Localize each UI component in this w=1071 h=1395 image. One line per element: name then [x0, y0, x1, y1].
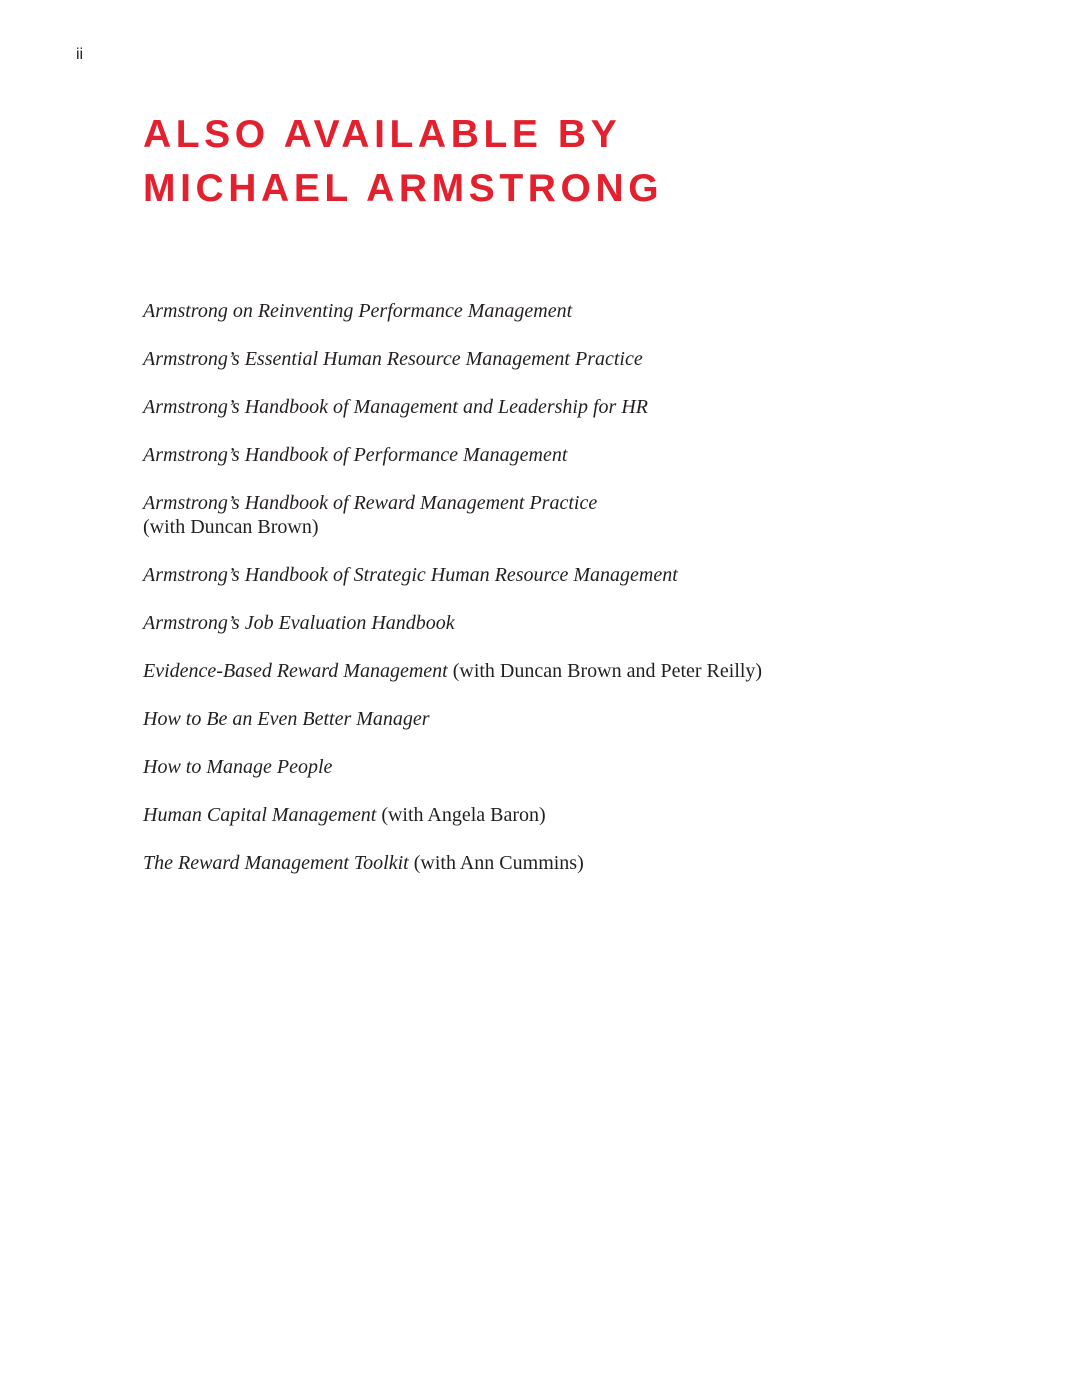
book-title: Armstrong’s Handbook of Management and Leadership for HR: [143, 396, 648, 418]
list-item: [143, 803, 762, 827]
book-coauthor-note: (with Duncan Brown and Peter Reilly): [452, 660, 763, 682]
page-heading: [143, 108, 663, 216]
book-title: Armstrong’s Handbook of Strategic Human Resource Management: [143, 564, 678, 586]
heading-line-1: ALSO AVAILABLE BY: [143, 113, 622, 156]
book-coauthor-note: (with Ann Cummins): [413, 852, 584, 874]
list-item: [143, 707, 762, 731]
book-title: Armstrong’s Job Evaluation Handbook: [143, 612, 455, 634]
list-item: [143, 755, 762, 779]
list-item: [143, 659, 762, 683]
book-title: Human Capital Management: [143, 804, 377, 826]
book-title: Armstrong on Reinventing Performance Management: [143, 300, 573, 322]
list-item: [143, 611, 762, 635]
list-item: [143, 347, 762, 371]
book-title: How to Be an Even Better Manager: [143, 708, 430, 730]
book-title: Armstrong’s Essential Human Resource Management Practice: [143, 348, 643, 370]
page-number: ii: [76, 46, 84, 63]
book-title: Evidence-Based Reward Management: [143, 660, 448, 682]
book-title: Armstrong’s Handbook of Performance Management: [143, 444, 568, 466]
list-item: [143, 443, 762, 467]
book-list: [143, 299, 762, 899]
heading-line-2: MICHAEL ARMSTRONG: [143, 167, 664, 210]
book-coauthor-note: (with Angela Baron): [381, 804, 546, 826]
list-item: [143, 491, 762, 539]
list-item: [143, 395, 762, 419]
list-item: [143, 851, 762, 875]
book-title: How to Manage People: [143, 756, 333, 778]
list-item: [143, 563, 762, 587]
book-title: Armstrong’s Handbook of Reward Management Practice: [143, 492, 598, 514]
book-title: The Reward Management Toolkit: [143, 852, 409, 874]
list-item: [143, 299, 762, 323]
book-coauthor-note: (with Duncan Brown): [143, 516, 319, 538]
